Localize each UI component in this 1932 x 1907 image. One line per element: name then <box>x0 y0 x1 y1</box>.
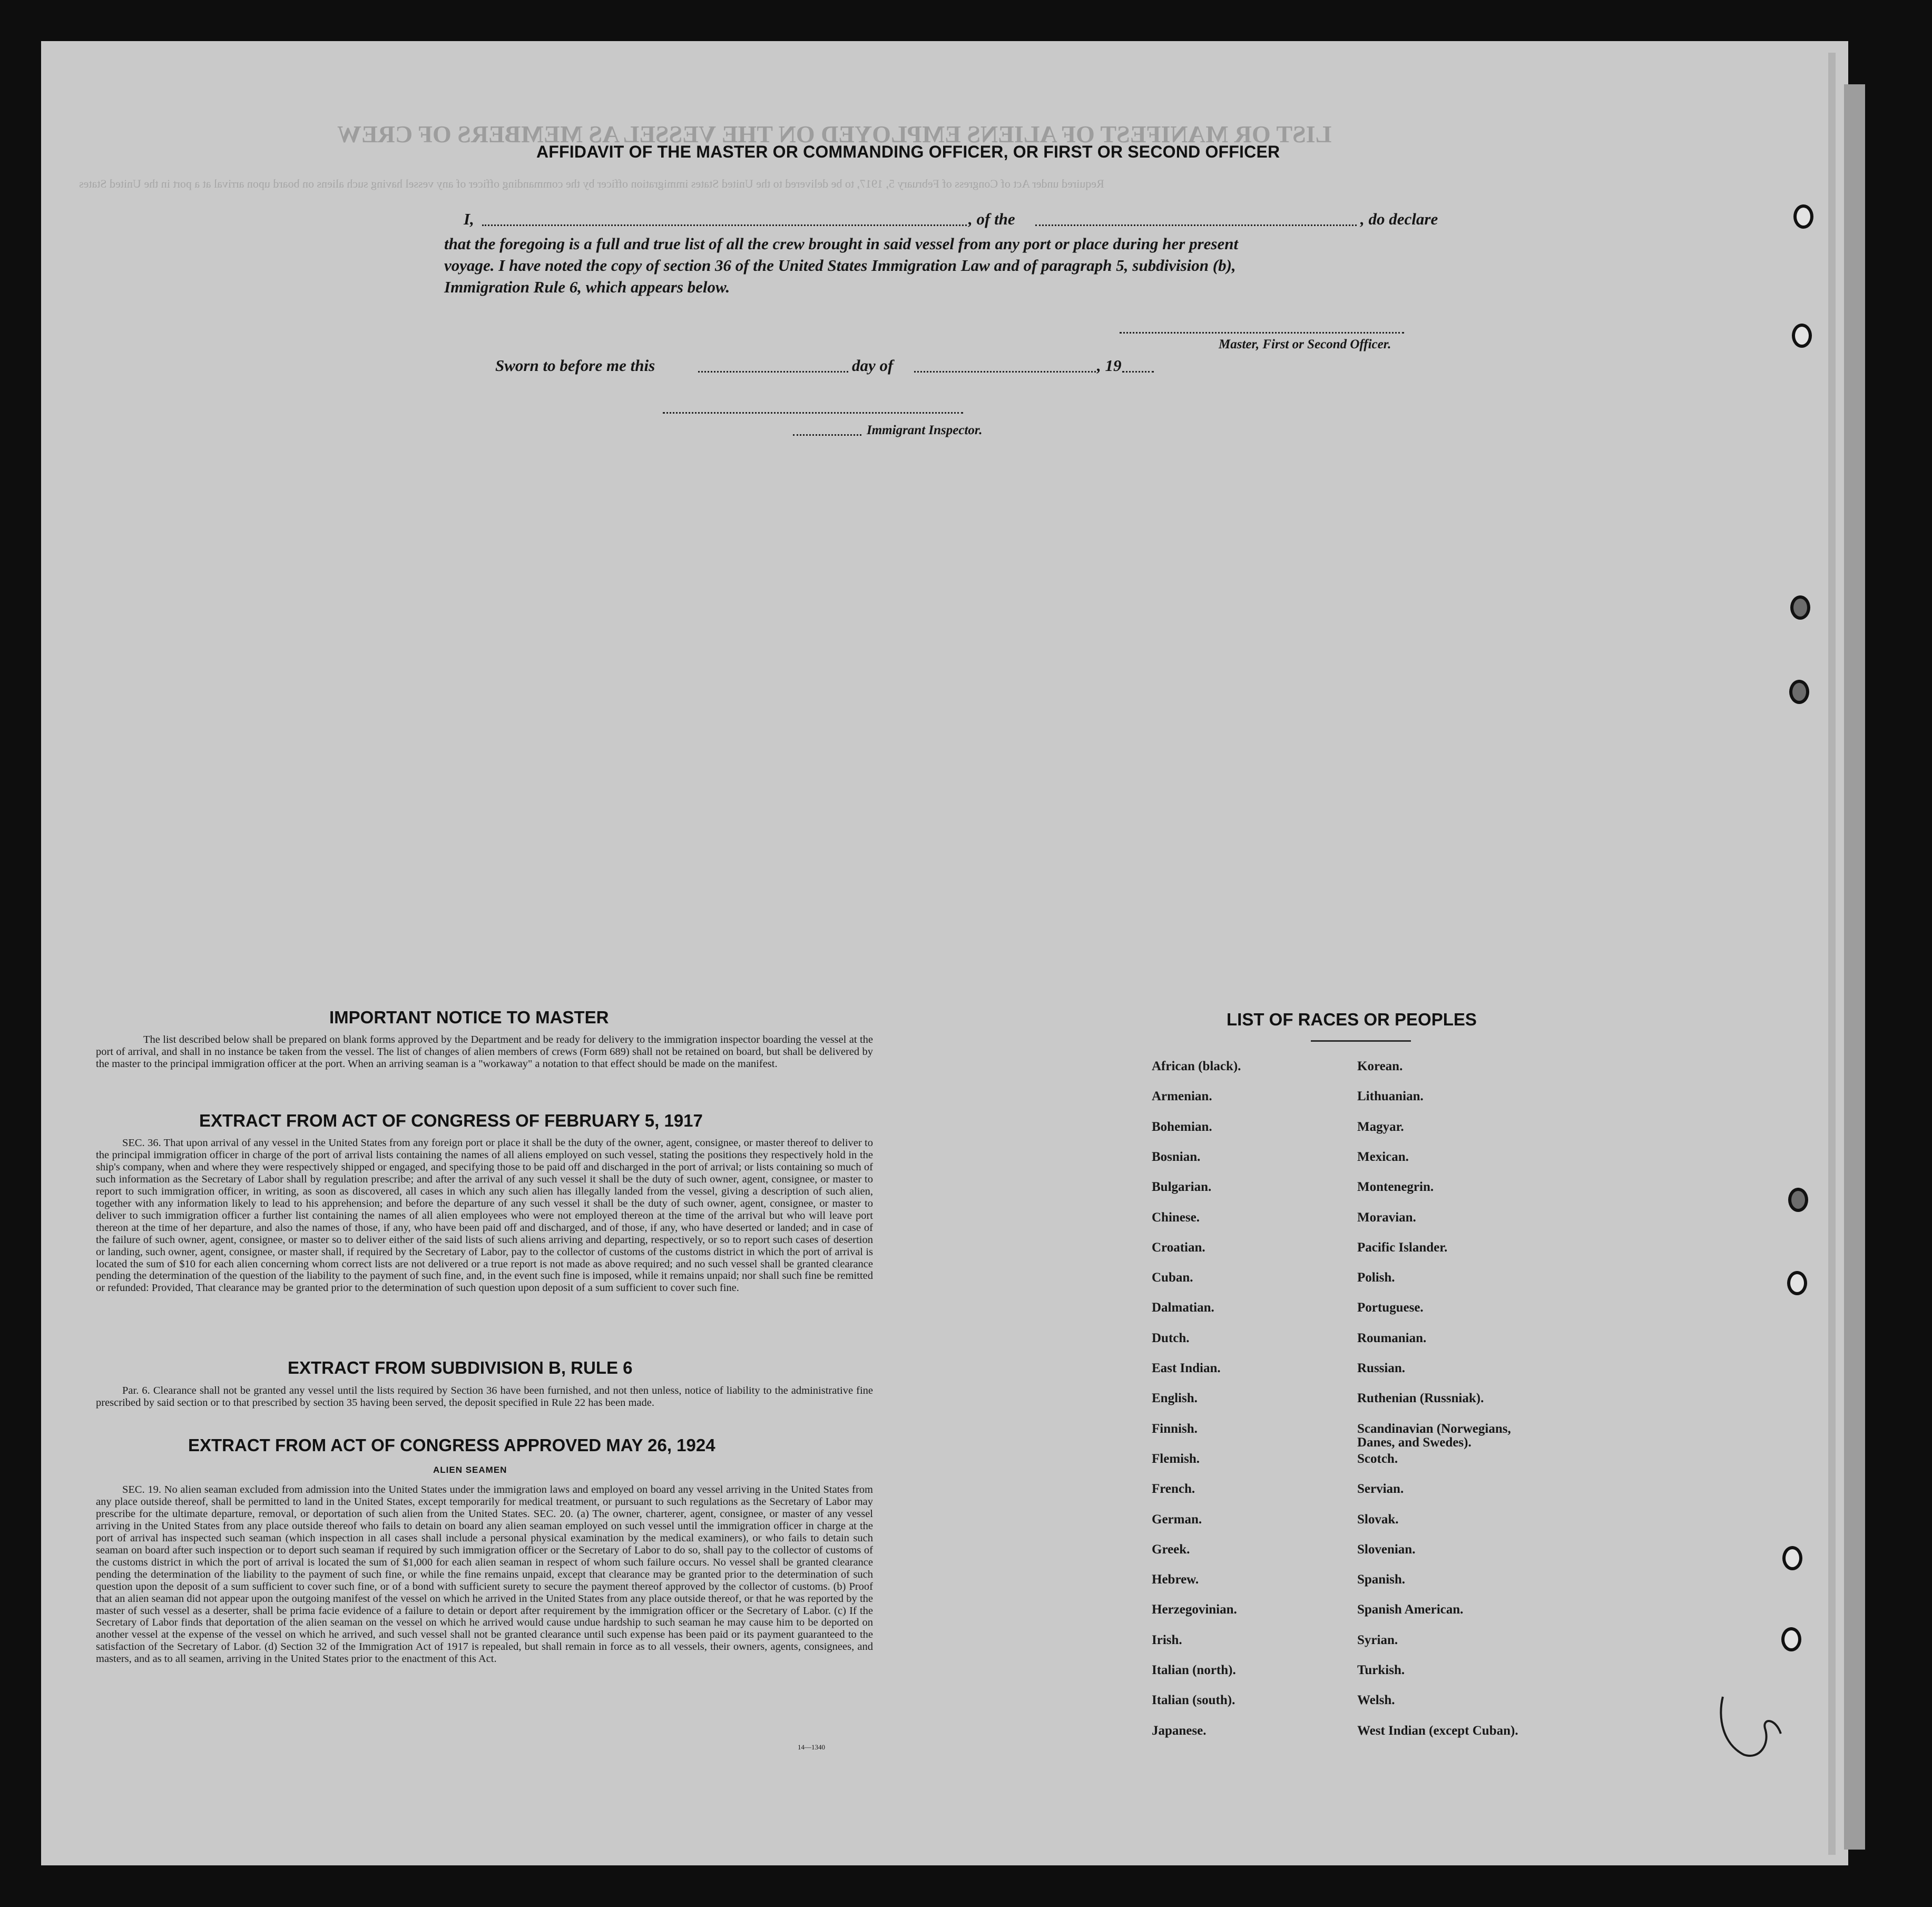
inspector-label: Immigrant Inspector. <box>867 423 983 437</box>
affidavit-declare: , do declare <box>1360 210 1438 228</box>
race-item: Scotch. <box>1357 1451 1398 1466</box>
race-item: Korean. <box>1357 1059 1403 1073</box>
punch-hole <box>1787 1271 1807 1295</box>
race-item: East Indian. <box>1152 1361 1221 1375</box>
race-item: Italian (south). <box>1152 1693 1235 1708</box>
inspector-lead <box>793 434 861 436</box>
punch-hole <box>1781 1627 1801 1651</box>
bleed-through-subtitle: Required under Act of Congress of February 5, 1917, to be delivered to the United States immigration officer by the commanding officer of any vessel having such aliens on board upon arrival at a port in the United States <box>79 177 1104 190</box>
race-item: Slovak. <box>1357 1512 1399 1527</box>
race-item: Montenegrin. <box>1357 1180 1434 1195</box>
race-item: Ruthenian (Russniak). <box>1357 1391 1484 1406</box>
affidavit-line-2: that the foregoing is a full and true list of all the crew brought in said vessel from any port or place during her present <box>444 234 1239 253</box>
affidavit-line-3: voyage. I have noted the copy of section 36 of the United States Immigration Law and of paragraph 5, subdivision (b), <box>444 256 1236 275</box>
race-item: Portuguese. <box>1357 1300 1424 1315</box>
race-item: Bulgarian. <box>1152 1180 1212 1195</box>
race-item: German. <box>1152 1512 1202 1527</box>
rule6-body: Par. 6. Clearance shall not be granted any vessel until the lists required by Section 36 have been furnished, and not then unless, notice of liability to the administrative fine prescribed by said section or to that prescribed by section 35 having been served, the deposit specified in Rule 22 has been made. <box>96 1385 873 1409</box>
race-item: Irish. <box>1152 1632 1182 1647</box>
race-item: Armenian. <box>1152 1089 1212 1104</box>
race-item: Slovenian. <box>1357 1542 1416 1557</box>
race-item: Bosnian. <box>1152 1149 1201 1164</box>
punch-hole <box>1782 1546 1802 1570</box>
year-prefix: , 19 <box>1097 356 1122 375</box>
race-item: Pacific Islander. <box>1357 1240 1448 1255</box>
punch-hole <box>1790 595 1810 620</box>
race-item: African (black). <box>1152 1059 1241 1073</box>
inspector-line <box>663 412 963 414</box>
race-item: Croatian. <box>1152 1240 1205 1255</box>
race-item: Servian. <box>1357 1482 1404 1497</box>
race-item: Spanish American. <box>1357 1602 1464 1617</box>
race-item: Cuban. <box>1152 1270 1193 1285</box>
race-item: Italian (north). <box>1152 1663 1236 1677</box>
race-item: Chinese. <box>1152 1210 1200 1225</box>
punch-hole <box>1788 1188 1808 1212</box>
race-item: Magyar. <box>1357 1119 1404 1134</box>
vessel-blank <box>1035 224 1357 226</box>
punch-hole <box>1792 324 1812 348</box>
race-item: French. <box>1152 1482 1195 1497</box>
race-item: Greek. <box>1152 1542 1190 1557</box>
race-item: Bohemian. <box>1152 1119 1212 1134</box>
notice-title: IMPORTANT NOTICE TO MASTER <box>329 1008 609 1027</box>
race-item: Hebrew. <box>1152 1572 1199 1587</box>
month-blank <box>914 371 1096 373</box>
race-item: Mexican. <box>1357 1149 1409 1164</box>
race-item: Moravian. <box>1357 1210 1416 1225</box>
rule6-title: EXTRACT FROM SUBDIVISION B, RULE 6 <box>288 1358 633 1377</box>
punch-hole <box>1789 680 1809 704</box>
extract-1917-title: EXTRACT FROM ACT OF CONGRESS OF FEBRUARY 5, 1917 <box>199 1111 703 1130</box>
extract-1924-body: SEC. 19. No alien seaman excluded from admission into the United States under the immigration laws and employed on board any vessel arriving in the United States from any place outside thereof, shall be permitted to land in the United States, except temporarily for medical treatment, or pursuant to such regulations as the Secretary of Labor may prescribe for the ultimate departure, removal, or deportation of such alien from the United States. SEC. 20. (a) The owner, charterer, agent, consignee, or master of any vessel arriving in the United States from any place outside thereof who fails to detain on board any alien seaman employed on such vessel until the immigration officer in charge at the port of arrival has inspected such seaman (which inspection in all cases shall include a personal physical examination by the medical examiners), or who fails to detain such seaman on board after such inspection or to deport such seaman if required by such immigration officer or the Secretary of Labor to do so, shall pay to the collector of customs of the customs district in which the port of arrival is located the sum of $1,000 for each alien seaman in respect of whom such failure occurs. No vessel shall be granted clearance pending the determination of the liability to the payment of such fine, or while the fine remains unpaid, except that clearance may be granted prior to the determination of such question upon the deposit of a sum sufficient to cover such fine, or of a bond with sufficient surety to secure the payment thereof approved by the collector of customs. (b) Proof that an alien seaman did not appear upon the outgoing manifest of the vessel on which he arrived in the United States from any place outside thereof, or that he was reported by the master of such vessel as a deserter, shall be prima facie evidence of a failure to detain or deport after requirement by the immigration officer or the Secretary of Labor. (c) If the Secretary of Labor finds that deportation of the alien seaman on the vessel on which he arrived would cause undue hardship to such seaman he may cause him to be deported on another vessel at the expense of the vessel on which he arrived, and such vessel shall not be granted clearance until such expense has been paid or its payment guaranteed to the satisfaction of the Secretary of Labor. (d) Section 32 of the Immigration Act of 1917 is repealed, but shall remain in force as to all vessels, their owners, agents, consignees, and masters, and as to all seamen, arriving in the United States prior to the enactment of this Act. <box>96 1484 873 1665</box>
year-blank <box>1122 371 1154 373</box>
master-signature-label: Master, First or Second Officer. <box>1219 337 1391 351</box>
race-item: Turkish. <box>1357 1663 1405 1677</box>
race-item: Japanese. <box>1152 1723 1207 1738</box>
sworn-day-blank <box>698 371 848 373</box>
affidavit-line-4: Immigration Rule 6, which appears below. <box>444 278 730 296</box>
race-item: Spanish. <box>1357 1572 1406 1587</box>
extract-1917-body: SEC. 36. That upon arrival of any vessel in the United States from any foreign port or place it shall be the duty of the owner, agent, consignee, or master thereof to deliver to the principal immigration officer in charge of the port of arrival lists containing the names of all aliens employed on such vessel, stating the positions they respectively hold in the ship's company, when and where they were respectively shipped or engaged, and specifying those to be paid off and discharged in the port of arrival; or lists containing so much of such information as the Secretary of Labor shall by regulation prescribe; and after the arrival of any such vessel it shall be the duty of such owner, agent, consignee, or master to report to such immigration officer, in writing, as soon as discovered, all cases in which any such alien has illegally landed from the vessel, giving a description of such alien, together with any information likely to lead to his apprehension; and before the departure of any such vessel it shall be the duty of such owner, agent, consignee, or master to deliver to such immigration officer a further list containing the names of all alien employees who were not employed thereon at the time of the arrival but who will leave port thereon at the time of her departure, and also the names of those, if any, who have been paid off and discharged, and of those, if any, who have deserted or landed; and in case of the failure of such owner, agent, consignee, or master so to deliver either of the said lists of such aliens arriving and departing, respectively, or so to report such cases of desertion or landing, such owner, agent, consignee, or master shall, if required by the Secretary of Labor, pay to the collector of customs of the customs district in which the port of arrival is located the sum of $10 for each alien concerning whom correct lists are not delivered or a true report is not made as above required; and no such vessel shall be granted clearance pending the determination of the question of the liability to the payment of such fine, and, in the event such fine is imposed, while it remains unpaid; nor shall such fine be remitted or refunded: Provided, That clearance may be granted prior to the determination of such question upon deposit of a sum sufficient to cover such fine. <box>96 1137 873 1294</box>
race-item: Flemish. <box>1152 1451 1200 1466</box>
alien-seamen-subtitle: ALIEN SEAMEN <box>433 1465 507 1475</box>
race-item: Roumanian. <box>1357 1331 1427 1345</box>
handwritten-mark-icon <box>1707 1686 1791 1771</box>
sworn-label: Sworn to before me this <box>495 356 655 375</box>
race-item: Dalmatian. <box>1152 1300 1214 1315</box>
affidavit-of-the: , of the <box>968 210 1015 228</box>
race-item: Finnish. <box>1152 1421 1198 1436</box>
race-item: Welsh. <box>1357 1693 1395 1708</box>
race-item: Russian. <box>1357 1361 1406 1375</box>
name-blank <box>482 224 967 226</box>
race-item: Herzegovinian. <box>1152 1602 1237 1617</box>
race-item: West Indian (except Cuban). <box>1357 1723 1518 1738</box>
race-item: Syrian. <box>1357 1632 1398 1647</box>
affidavit-i: I, <box>464 210 474 228</box>
races-title-rule <box>1311 1040 1411 1042</box>
day-of-label: day of <box>852 356 894 375</box>
race-item: Dutch. <box>1152 1331 1190 1345</box>
affidavit-title: AFFIDAVIT OF THE MASTER OR COMMANDING OFFICER, OR FIRST OR SECOND OFFICER <box>536 142 1280 161</box>
punch-hole <box>1793 204 1813 229</box>
races-title: LIST OF RACES OR PEOPLES <box>1227 1010 1477 1029</box>
page-edge <box>1828 53 1836 1855</box>
race-item: Scandinavian (Norwegians, <box>1357 1421 1511 1436</box>
form-number: 14—1340 <box>798 1743 825 1751</box>
page-shadow <box>1844 84 1865 1850</box>
bleed-through-title: LIST OR MANIFEST OF ALIENS EMPLOYED ON THE VESSEL AS MEMBERS OF CREW <box>337 121 1332 148</box>
extract-1924-title: EXTRACT FROM ACT OF CONGRESS APPROVED MAY 26, 1924 <box>188 1435 715 1455</box>
master-signature-line <box>1120 332 1404 334</box>
race-item: Danes, and Swedes). <box>1357 1435 1472 1450</box>
notice-body: The list described below shall be prepared on blank forms approved by the Department and be ready for delivery to the immigration inspector boarding the vessel at the port of arrival, and shall in no instance be taken from the vessel. The list of changes of alien members of crews (Form 689) shall not be retained on board, but shall be delivered by the master to the principal immigration officer at the port. When an arriving seaman is a "workaway" a notation to that effect should be made on the manifest. <box>96 1034 873 1070</box>
race-item: Polish. <box>1357 1270 1395 1285</box>
race-item: English. <box>1152 1391 1198 1406</box>
race-item: Lithuanian. <box>1357 1089 1424 1104</box>
